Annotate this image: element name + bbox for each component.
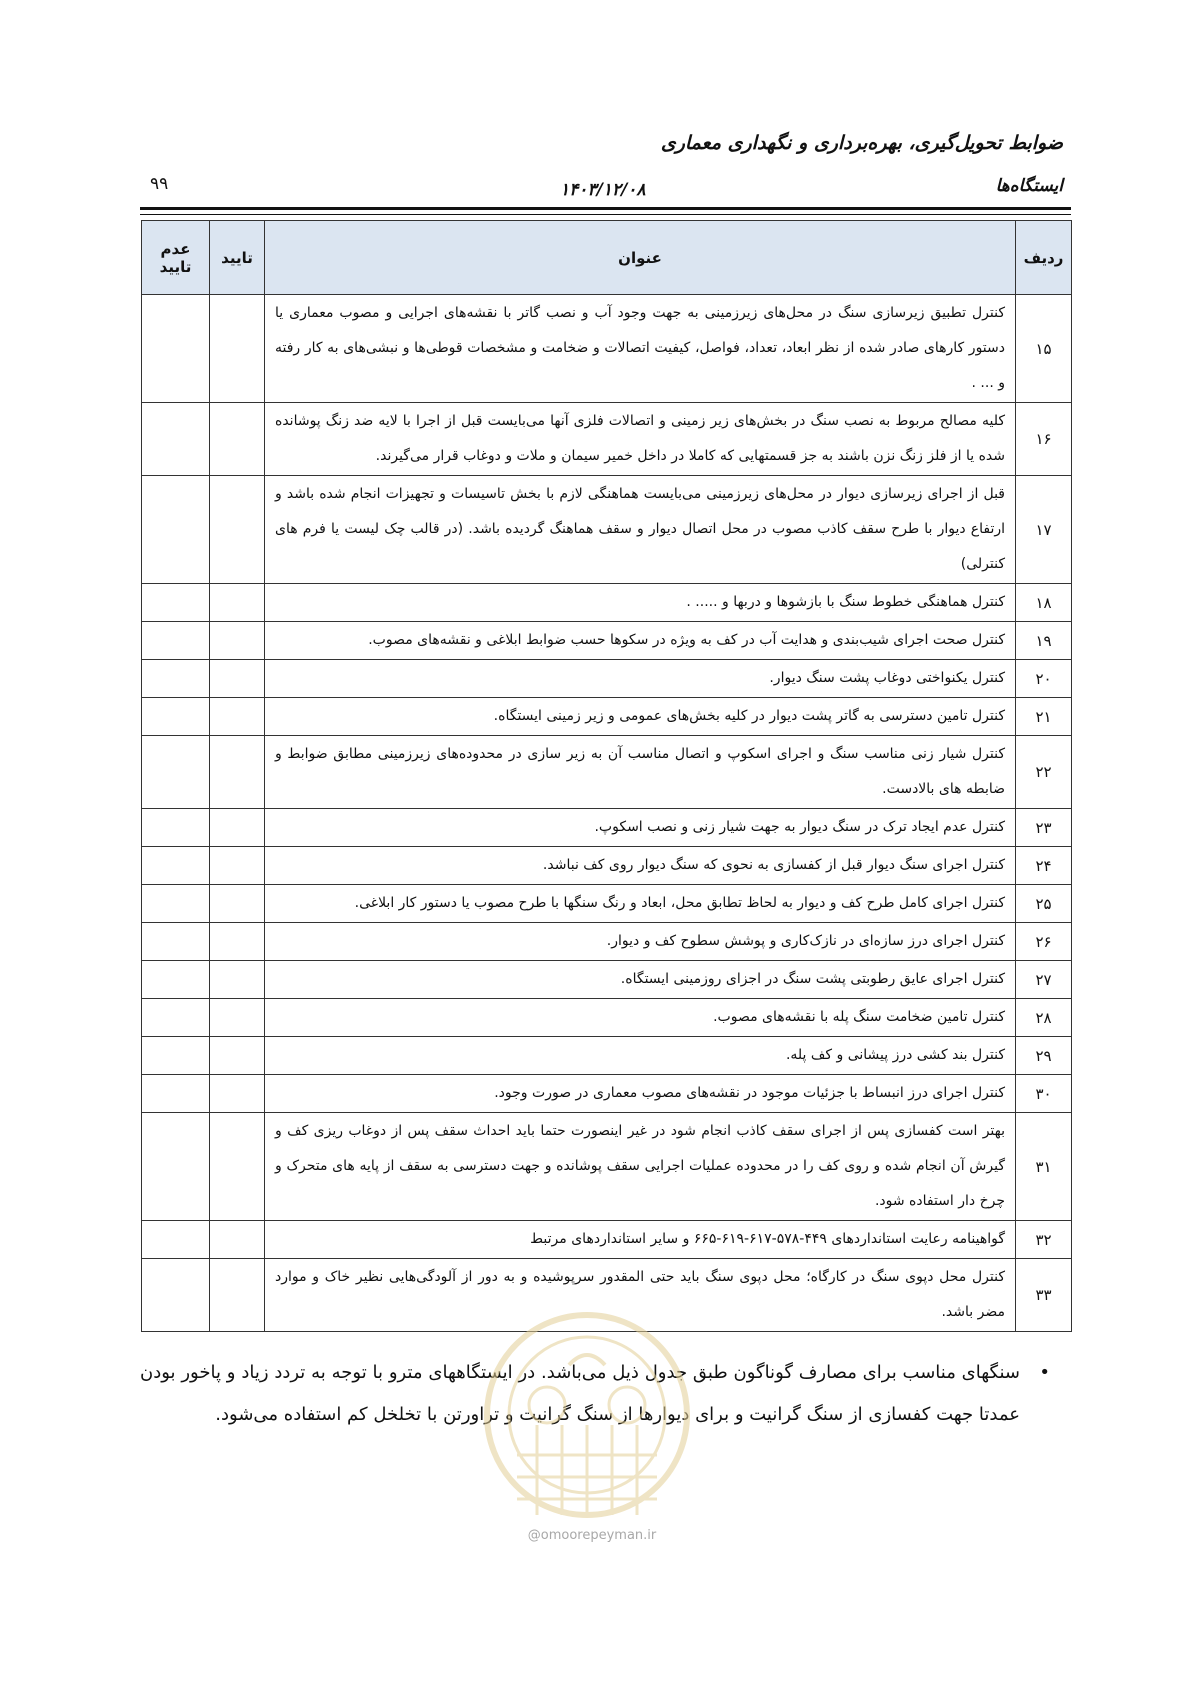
table-row bbox=[142, 961, 1072, 999]
row-text: کنترل اجرای کامل طرح کف و دیوار به لحاظ تطابق محل، ابعاد و رنگ سنگها با طرح مصوب یا دستور کار ابلاغی. bbox=[265, 885, 1016, 923]
reject-cell[interactable] bbox=[142, 660, 210, 698]
approve-cell[interactable] bbox=[210, 698, 265, 736]
table-row bbox=[142, 1113, 1072, 1221]
row-number: ۳۰ bbox=[1016, 1075, 1072, 1113]
reject-cell[interactable] bbox=[142, 476, 210, 584]
approve-cell[interactable] bbox=[210, 736, 265, 809]
row-number: ۲۶ bbox=[1016, 923, 1072, 961]
table-row bbox=[142, 809, 1072, 847]
row-number: ۱۵ bbox=[1016, 295, 1072, 403]
row-text: کنترل اجرای درز سازه‌ای در نازک‌کاری و پوشش سطوح کف و دیوار. bbox=[265, 923, 1016, 961]
table-row bbox=[142, 999, 1072, 1037]
row-text: کنترل تطبیق زیرسازی سنگ در محل‌های زیرزمینی به جهت وجود آب و نصب گاتر با نقشه‌های اجرایی و مصوب معماری یا دستور کارهای صادر شده از نظر ابعاد، تعداد، فواصل، کیفیت اتصالات و ضخامت و مشخصات قوطی‌ها و نبشی‌های به کار رفته و ... . bbox=[265, 295, 1016, 403]
at-icon: @ bbox=[527, 1528, 541, 1543]
page-number: ۹۹ bbox=[150, 174, 169, 194]
approve-cell[interactable] bbox=[210, 809, 265, 847]
row-number: ۲۸ bbox=[1016, 999, 1072, 1037]
approve-cell[interactable] bbox=[210, 1221, 265, 1259]
header-radif: ردیف bbox=[1016, 221, 1072, 295]
reject-cell[interactable] bbox=[142, 736, 210, 809]
table-row bbox=[142, 584, 1072, 622]
row-number: ۲۷ bbox=[1016, 961, 1072, 999]
table-row bbox=[142, 698, 1072, 736]
row-text: بهتر است کفسازی پس از اجرای سقف کاذب انجام شود در غیر اینصورت حتما باید احداث سقف پس از دوغاب ریزی کف و گیرش آن انجام شده و روی کف را در محدوده عملیات اجرایی سقف پوشانده و جهت دسترسی به سقف از پایه های متحرک و چرخ دار استفاده شود. bbox=[265, 1113, 1016, 1221]
table-row bbox=[142, 295, 1072, 403]
row-text: کنترل شیار زنی مناسب سنگ و اجرای اسکوپ و اتصال مناسب آن به زیر سازی در محدوده‌های زیرزمینی مطابق ضوابط و ضابطه های بالادست. bbox=[265, 736, 1016, 809]
approve-cell[interactable] bbox=[210, 1075, 265, 1113]
approve-cell[interactable] bbox=[210, 584, 265, 622]
reject-cell[interactable] bbox=[142, 923, 210, 961]
bullet-text: سنگهای مناسب برای مصارف گوناگون طبق جدول ذیل می‌باشد. در ایستگاههای مترو با توجه به تردد زیاد و پاخور بودن عمدتا جهت کفسازی از سنگ گرانیت و برای دیوارها از سنگ گرانیت و تراورتن با تخلخل کم استفاده می‌شود. bbox=[140, 1362, 1020, 1425]
approve-cell[interactable] bbox=[210, 476, 265, 584]
approve-cell[interactable] bbox=[210, 847, 265, 885]
reject-cell[interactable] bbox=[142, 809, 210, 847]
row-number: ۱۹ bbox=[1016, 622, 1072, 660]
row-text: کنترل هماهنگی خطوط سنگ با بازشوها و دربها و ..... . bbox=[265, 584, 1016, 622]
reject-cell[interactable] bbox=[142, 1037, 210, 1075]
header-onvan: عنوان bbox=[265, 221, 1016, 295]
reject-cell[interactable] bbox=[142, 1113, 210, 1221]
checklist-table bbox=[141, 220, 1072, 1332]
row-text: گواهینامه رعایت استانداردهای ۴۴۹-۵۷۸-۶۱۷-۶۱۹-۶۶۵ و سایر استانداردهای مرتبط bbox=[265, 1221, 1016, 1259]
row-number: ۱۷ bbox=[1016, 476, 1072, 584]
row-number: ۲۱ bbox=[1016, 698, 1072, 736]
row-number: ۲۴ bbox=[1016, 847, 1072, 885]
row-number: ۲۰ bbox=[1016, 660, 1072, 698]
table-row bbox=[142, 847, 1072, 885]
row-text: قبل از اجرای زیرسازی دیوار در محل‌های زیرزمینی می‌بایست هماهنگی لازم با بخش تاسیسات و تجهیزات انجام شده باشد و ارتفاع دیوار با طرح سقف کاذب مصوب در محل اتصال دیوار و سقف هماهنگ گردیده باشد. (در قالب چک لیست یا فرم های کنترلی) bbox=[265, 476, 1016, 584]
reject-cell[interactable] bbox=[142, 885, 210, 923]
row-text: کنترل محل دپوی سنگ در کارگاه؛ محل دپوی سنگ باید حتی المقدور سرپوشیده و به دور از آلودگی‌هایی نظیر خاک و موارد مضر باشد. bbox=[265, 1259, 1016, 1332]
row-number: ۲۲ bbox=[1016, 736, 1072, 809]
reject-cell[interactable] bbox=[142, 1259, 210, 1332]
approve-cell[interactable] bbox=[210, 1037, 265, 1075]
watermark-site: @omoorepeyman.ir bbox=[527, 1528, 657, 1543]
row-number: ۲۹ bbox=[1016, 1037, 1072, 1075]
reject-cell[interactable] bbox=[142, 999, 210, 1037]
reject-cell[interactable] bbox=[142, 622, 210, 660]
table-row bbox=[142, 885, 1072, 923]
row-text: کلیه مصالح مربوط به نصب سنگ در بخش‌های زیر زمینی و اتصالات فلزی آنها می‌بایست قبل از اجرا با لایه ضد زنگ پوشانده شده یا از فلز زنگ نزن باشند به جز قسمتهایی که کاملا در داخل خمیر سیمان و ملات و دوغاب قرار می‌گیرند. bbox=[265, 403, 1016, 476]
row-text: کنترل عدم ایجاد ترک در سنگ دیوار به جهت شیار زنی و نصب اسکوپ. bbox=[265, 809, 1016, 847]
table-row bbox=[142, 1221, 1072, 1259]
approve-cell[interactable] bbox=[210, 1259, 265, 1332]
table-row bbox=[142, 622, 1072, 660]
reject-cell[interactable] bbox=[142, 1221, 210, 1259]
table-row bbox=[142, 923, 1072, 961]
header-adam-taeed: عدم تایید bbox=[142, 221, 210, 295]
approve-cell[interactable] bbox=[210, 660, 265, 698]
table-row bbox=[142, 736, 1072, 809]
table-row bbox=[142, 476, 1072, 584]
bullet-icon: • bbox=[1039, 1362, 1050, 1383]
table-row bbox=[142, 1037, 1072, 1075]
header-rule-thick bbox=[140, 207, 1071, 210]
reject-cell[interactable] bbox=[142, 403, 210, 476]
row-text: کنترل تامین ضخامت سنگ پله با نقشه‌های مصوب. bbox=[265, 999, 1016, 1037]
table-row bbox=[142, 403, 1072, 476]
row-number: ۲۵ bbox=[1016, 885, 1072, 923]
document-date: ۱۴۰۳/۱۲/۰۸ bbox=[560, 180, 646, 200]
row-number: ۳۲ bbox=[1016, 1221, 1072, 1259]
approve-cell[interactable] bbox=[210, 403, 265, 476]
watermark-logo bbox=[477, 1305, 697, 1565]
reject-cell[interactable] bbox=[142, 584, 210, 622]
approve-cell[interactable] bbox=[210, 961, 265, 999]
row-text: کنترل یکنواختی دوغاب پشت سنگ دیوار. bbox=[265, 660, 1016, 698]
reject-cell[interactable] bbox=[142, 961, 210, 999]
approve-cell[interactable] bbox=[210, 622, 265, 660]
header-rule-thin bbox=[140, 214, 1071, 215]
row-number: ۲۳ bbox=[1016, 809, 1072, 847]
row-text: کنترل اجرای عایق رطوبتی پشت سنگ در اجزای روزمینی ایستگاه. bbox=[265, 961, 1016, 999]
table-row bbox=[142, 1075, 1072, 1113]
row-number: ۳۳ bbox=[1016, 1259, 1072, 1332]
row-text: کنترل تامین دسترسی به گاتر پشت دیوار در کلیه بخش‌های عمومی و زیر زمینی ایستگاه. bbox=[265, 698, 1016, 736]
row-number: ۱۶ bbox=[1016, 403, 1072, 476]
row-text: کنترل بند کشی درز پیشانی و کف پله. bbox=[265, 1037, 1016, 1075]
approve-cell[interactable] bbox=[210, 1113, 265, 1221]
reject-cell[interactable] bbox=[142, 1075, 210, 1113]
reject-cell[interactable] bbox=[142, 295, 210, 403]
approve-cell[interactable] bbox=[210, 295, 265, 403]
table-header-row bbox=[142, 221, 1072, 295]
approve-cell[interactable] bbox=[210, 999, 265, 1037]
document-title: ضوابط تحویل‌گیری، بهره‌برداری و نگهداری معماری bbox=[660, 132, 1063, 154]
approve-cell[interactable] bbox=[210, 923, 265, 961]
row-text: کنترل اجرای سنگ دیوار قبل از کفسازی به نحوی که سنگ دیوار روی کف نباشد. bbox=[265, 847, 1016, 885]
row-text: کنترل صحت اجرای شیب‌بندی و هدایت آب در کف به ویژه در سکوها حسب ضوابط ابلاغی و نقشه‌های مصوب. bbox=[265, 622, 1016, 660]
reject-cell[interactable] bbox=[142, 698, 210, 736]
row-text: کنترل اجرای درز انبساط با جزئیات موجود در نقشه‌های مصوب معماری در صورت وجود. bbox=[265, 1075, 1016, 1113]
row-number: ۱۸ bbox=[1016, 584, 1072, 622]
row-number: ۳۱ bbox=[1016, 1113, 1072, 1221]
document-subtitle: ایستگاه‌ها bbox=[995, 176, 1063, 196]
approve-cell[interactable] bbox=[210, 885, 265, 923]
table-row bbox=[142, 660, 1072, 698]
reject-cell[interactable] bbox=[142, 847, 210, 885]
header-taeed: تایید bbox=[210, 221, 265, 295]
